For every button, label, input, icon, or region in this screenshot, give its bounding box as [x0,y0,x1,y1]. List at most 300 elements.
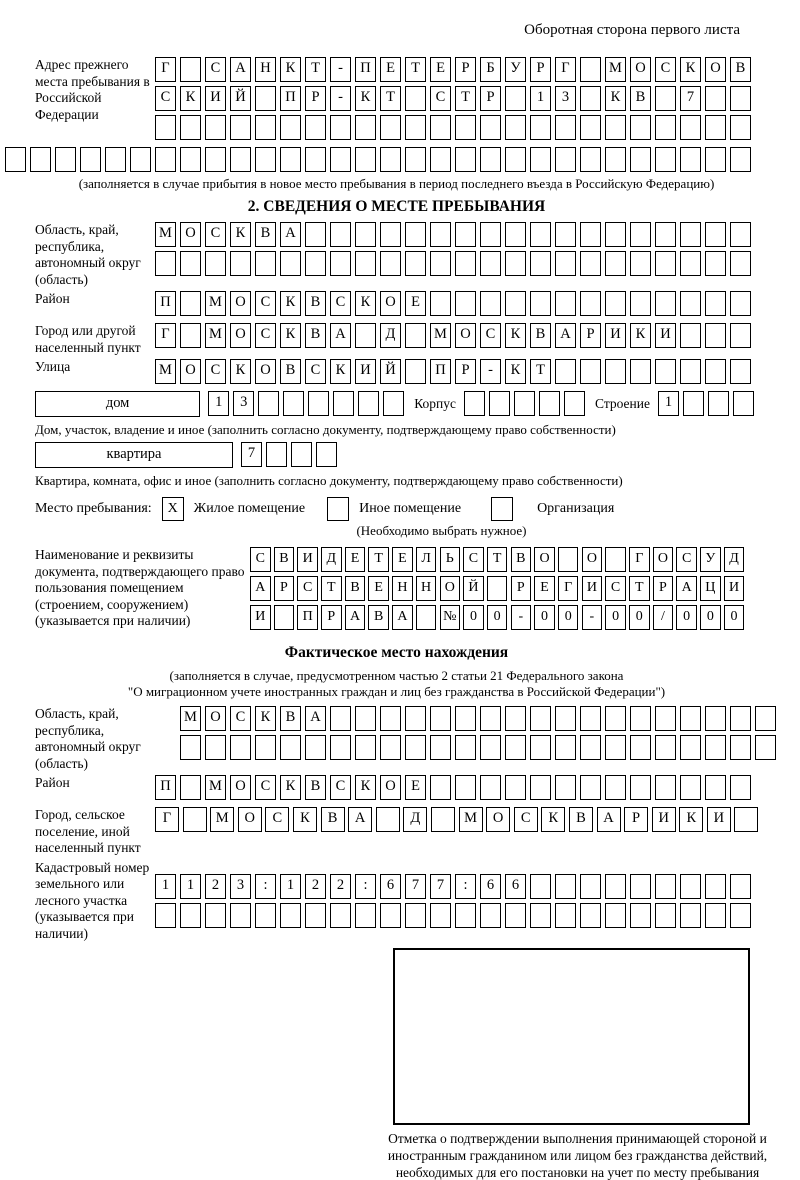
actual-region-row-2 [180,735,780,760]
prev-address-row-2 [155,86,755,111]
char-box: С [676,547,697,572]
char-box [530,222,551,247]
apartment-type-box: квартира [35,442,233,468]
char-box [580,735,601,760]
char-box: 0 [629,605,650,630]
char-box: К [230,359,251,384]
char-box [480,251,501,276]
char-box [180,57,201,82]
actual-region-rows [180,706,780,764]
char-box: О [230,323,251,348]
cadastral-row-2 [155,903,755,928]
district-block [35,291,758,320]
char-box [730,291,751,316]
actual-district-label: Район [35,775,70,790]
char-box [489,391,510,416]
char-box [555,903,576,928]
char-box: № [440,605,461,630]
char-box [205,115,226,140]
char-box [355,735,376,760]
char-box: А [280,222,301,247]
char-box: Р [511,576,532,601]
char-box [455,706,476,731]
char-box: С [255,323,276,348]
char-box: Й [463,576,484,601]
prev-address-block [35,57,758,144]
char-box [405,251,426,276]
char-box [280,903,301,928]
char-box: К [280,291,301,316]
char-box [330,222,351,247]
char-box: О [230,291,251,316]
char-box [180,291,201,316]
char-box [680,775,701,800]
char-box: 0 [558,605,579,630]
char-box: С [205,222,226,247]
char-box [630,291,651,316]
cadastral-label: Кадастровый номер земельного или лесного участка (указывается при наличии) [35,859,150,941]
char-box [655,115,676,140]
char-box: Д [724,547,745,572]
char-box [505,903,526,928]
char-box [487,576,508,601]
char-box: 0 [487,605,508,630]
char-box [355,706,376,731]
char-box: С [230,706,251,731]
char-box: Г [558,576,579,601]
char-box: К [180,86,201,111]
char-box [255,147,276,172]
char-box [380,115,401,140]
char-box: В [280,706,301,731]
char-box [605,291,626,316]
char-box [280,147,301,172]
char-box [283,391,304,416]
document-rows [250,547,747,634]
district-row [155,291,755,316]
char-box: : [255,874,276,899]
char-box: К [505,359,526,384]
char-box [380,735,401,760]
char-box [291,442,312,467]
region-row-1 [155,222,755,247]
char-box [430,706,451,731]
street-label: Улица [35,359,71,374]
char-box: Т [321,576,342,601]
char-box [255,251,276,276]
char-box: Р [305,86,326,111]
char-box [155,115,176,140]
char-box [630,251,651,276]
char-box [255,903,276,928]
char-box: М [205,291,226,316]
char-box: Р [274,576,295,601]
actual-city-block [35,807,758,857]
char-box [455,903,476,928]
char-box [130,147,151,172]
char-box [358,391,379,416]
stroenie-cells [658,391,758,416]
char-box [555,359,576,384]
city-block [35,323,758,356]
street-row [155,359,755,384]
char-box [605,903,626,928]
char-box [405,359,426,384]
char-box: 7 [430,874,451,899]
char-box: К [255,706,276,731]
char-box: И [582,576,603,601]
char-box [605,359,626,384]
char-box [580,147,601,172]
char-box [733,391,754,416]
char-box [308,391,329,416]
char-box: 1 [208,391,229,416]
char-box [530,706,551,731]
char-box [355,147,376,172]
char-box [330,147,351,172]
prev-address-note: (заполняется в случае прибытия в новое место пребывания в период последнего въезда в Российскую Федерацию) [78,176,715,191]
char-box [555,222,576,247]
char-box [405,323,426,348]
char-box: А [345,605,366,630]
char-box: О [486,807,510,832]
char-box [383,391,404,416]
char-box [230,735,251,760]
stay-type-checkbox-organization [491,497,513,521]
char-box [605,251,626,276]
stamp-area [360,948,795,1180]
char-box [705,735,726,760]
char-box [730,359,751,384]
char-box [505,147,526,172]
char-box [734,807,758,832]
char-box [505,222,526,247]
char-box [605,222,626,247]
char-box: О [230,775,251,800]
region-rows [155,222,755,280]
char-box [630,222,651,247]
actual-location-note-1: (заполняется в случае, предусмотренном частью 2 статьи 21 Федерального закона [169,668,624,683]
char-box: Д [403,807,427,832]
char-box: Т [405,57,426,82]
char-box [155,251,176,276]
char-box [630,903,651,928]
char-box [180,251,201,276]
char-box: Е [345,547,366,572]
cadastral-row-1 [155,874,755,899]
char-box [380,147,401,172]
char-box: К [230,222,251,247]
char-box: Н [255,57,276,82]
char-box: 7 [405,874,426,899]
char-box [680,222,701,247]
char-box [430,735,451,760]
char-box: Р [455,359,476,384]
char-box [705,874,726,899]
char-box [430,291,451,316]
prev-address-row-3 [155,115,755,140]
char-box: П [430,359,451,384]
char-box [280,735,301,760]
char-box: - [330,86,351,111]
char-box [405,222,426,247]
char-box: А [348,807,372,832]
char-box: Г [629,547,650,572]
char-box [580,291,601,316]
char-box: : [355,874,376,899]
char-box: А [555,323,576,348]
char-box [355,115,376,140]
char-box [355,323,376,348]
char-box: И [205,86,226,111]
char-box [705,323,726,348]
char-box: С [250,547,271,572]
char-box [680,359,701,384]
char-box [530,735,551,760]
char-box: Е [405,291,426,316]
char-box [505,251,526,276]
char-box [305,251,326,276]
char-box [555,735,576,760]
char-box [630,115,651,140]
char-box: Ц [700,576,721,601]
char-box: Н [392,576,413,601]
char-box [683,391,704,416]
char-box: К [280,775,301,800]
char-box [405,115,426,140]
char-box [530,147,551,172]
char-box [730,706,751,731]
document-row-1 [250,547,747,572]
char-box: М [459,807,483,832]
char-box: М [180,706,201,731]
char-box: М [205,323,226,348]
char-box: О [534,547,555,572]
char-box: И [707,807,731,832]
char-box: 0 [534,605,555,630]
char-box [564,391,585,416]
char-box [555,291,576,316]
char-box: С [255,291,276,316]
stay-type-block [35,497,758,521]
char-box: В [530,323,551,348]
char-box: М [155,359,176,384]
char-box [730,147,751,172]
char-box [80,147,101,172]
char-box: М [605,57,626,82]
char-box [230,115,251,140]
char-box [605,874,626,899]
char-box: О [180,222,201,247]
char-box: 6 [480,874,501,899]
char-box: Й [230,86,251,111]
char-box [605,706,626,731]
char-box: В [321,807,345,832]
char-box: Ь [440,547,461,572]
char-box [705,115,726,140]
char-box [730,874,751,899]
actual-region-label: Область, край, республика, автономный округ (область) [35,706,141,771]
char-box [183,807,207,832]
stamp-box [393,948,750,1125]
char-box [530,775,551,800]
char-box: К [605,86,626,111]
char-box [330,251,351,276]
char-box: 0 [700,605,721,630]
char-box: Д [321,547,342,572]
char-box [255,115,276,140]
char-box: И [605,323,626,348]
char-box: О [180,359,201,384]
char-box: Е [368,576,389,601]
char-box: И [355,359,376,384]
char-box [180,775,201,800]
char-box [580,874,601,899]
char-box: Р [530,57,551,82]
char-box: В [345,576,366,601]
char-box: К [280,323,301,348]
char-box: А [230,57,251,82]
char-box [680,115,701,140]
korpus-label: Корпус [414,396,456,411]
char-box [155,903,176,928]
char-box [330,115,351,140]
char-box [705,903,726,928]
stay-type-option-organization-label: Организация [537,501,615,516]
char-box [430,251,451,276]
char-box [580,222,601,247]
char-box: О [380,291,401,316]
char-box: 0 [724,605,745,630]
actual-location-title: Фактическое место нахождения [284,644,509,661]
char-box [464,391,485,416]
char-box [755,706,776,731]
char-box [655,222,676,247]
char-box: С [297,576,318,601]
char-box [205,735,226,760]
char-box: П [280,86,301,111]
char-box: - [330,57,351,82]
char-box: Й [380,359,401,384]
char-box: С [305,359,326,384]
char-box: / [653,605,674,630]
char-box [330,735,351,760]
char-box [305,222,326,247]
char-box: В [368,605,389,630]
char-box [416,605,437,630]
char-box [505,706,526,731]
char-box: П [297,605,318,630]
char-box: 1 [155,874,176,899]
char-box [355,903,376,928]
char-box: Е [405,775,426,800]
char-box: О [705,57,726,82]
char-box: С [605,576,626,601]
korpus-cells [464,391,589,416]
char-box: И [297,547,318,572]
char-box: А [305,706,326,731]
char-box [430,115,451,140]
char-box [630,147,651,172]
char-box [708,391,729,416]
char-box [480,775,501,800]
char-box [558,547,579,572]
char-box [630,359,651,384]
char-box [330,706,351,731]
char-box [205,903,226,928]
char-box [430,222,451,247]
char-box: К [679,807,703,832]
apartment-note: Квартира, комната, офис и иное (заполнить согласно документу, подтверждающему право собственности) [35,473,623,488]
char-box: Р [480,86,501,111]
char-box [230,903,251,928]
char-box [455,291,476,316]
stay-type-option-residential-label: Жилое помещение [193,501,306,516]
char-box [376,807,400,832]
section2-title: 2. СВЕДЕНИЯ О МЕСТЕ ПРЕБЫВАНИЯ [247,198,546,215]
char-box [180,323,201,348]
stay-type-checkbox-residential: X [162,497,184,521]
char-box [680,251,701,276]
actual-region-row-1 [180,706,780,731]
char-box [605,547,626,572]
document-row-2 [250,576,747,601]
char-box: В [569,807,593,832]
char-box [705,706,726,731]
char-box: В [730,57,751,82]
char-box [580,251,601,276]
char-box [655,735,676,760]
char-box: 2 [330,874,351,899]
char-box: - [582,605,603,630]
char-box [255,86,276,111]
document-block [35,547,758,634]
house-number-cells [208,391,408,416]
char-box [333,391,354,416]
char-box [580,359,601,384]
char-box [380,222,401,247]
char-box [480,735,501,760]
char-box [280,251,301,276]
char-box: И [724,576,745,601]
char-box [630,735,651,760]
char-box [730,775,751,800]
char-box: Т [455,86,476,111]
char-box: - [480,359,501,384]
char-box [30,147,51,172]
char-box [630,706,651,731]
char-box [530,291,551,316]
char-box [230,251,251,276]
char-box: О [255,359,276,384]
char-box: О [455,323,476,348]
char-box: К [280,57,301,82]
char-box [505,291,526,316]
char-box: П [155,775,176,800]
char-box [405,706,426,731]
city-row [155,323,755,348]
char-box: Г [155,807,179,832]
char-box: А [597,807,621,832]
char-box: Р [455,57,476,82]
char-box: - [511,605,532,630]
char-box: М [155,222,176,247]
stay-type-option-other-label: Иное помещение [359,501,462,516]
char-box [280,115,301,140]
char-box [480,115,501,140]
char-box: 3 [233,391,254,416]
char-box [455,251,476,276]
